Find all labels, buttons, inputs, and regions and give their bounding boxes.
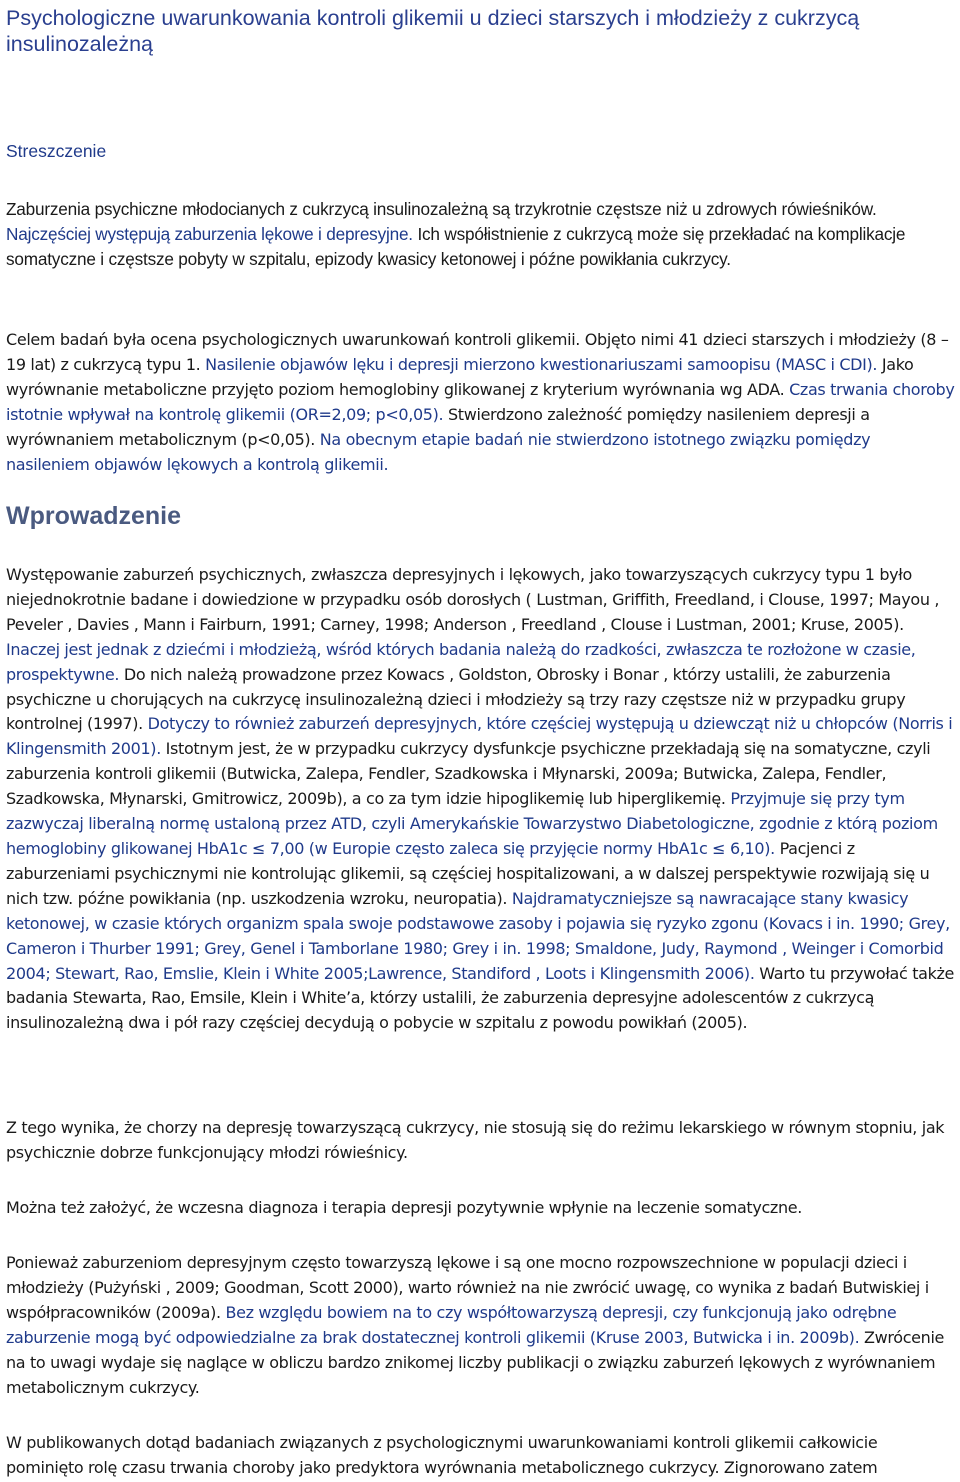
intro-p1-part-4: Dotyczy to również zaburzeń depresyjnych, które częściej występują u dziewcząt niż u chłopców (Norris i Klingensmith 2001). <box>6 714 953 759</box>
intro-p1-part-8: Najdramatyczniejsze są nawracające stany kwasicy ketonowej, w czasie których organizm spala swoje podstawowe zasoby i pojawia się ryzyko zgonu (Kovacs i in. 1990; Grey, Cameron i Thurber 1991; Grey, Genel i Tamborlane 1980; Grey i in. 1998; Smaldone, Judy, Raymond , Weinger i Comorbid 2004; Stewart, Rao, Emslie, Klein i White 2005;Lawrence, Standiford , Loots i Klingensmith 2006). <box>6 888 950 983</box>
abstract-p1-sentence-1: Zaburzenia psychiczne młodocianych z cukrzycą insulinozależną są trzykrotnie częstsze niż u zdrowych rówieśników. <box>6 199 877 219</box>
document-title: Psychologiczne uwarunkowania kontroli glikemii u dzieci starszych i młodzieży z cukrzycą insulinozależną <box>6 6 860 56</box>
abstract-p1-sentence-3: Ich współistnienie z cukrzycą może się przekładać na komplikacje somatyczne i częstsze pobyty w szpitalu, epizody kwasicy ketonowej i późne powikłania cukrzycy. <box>6 224 906 269</box>
intro-paragraph-3: Można też założyć, że wczesna diagnoza i terapia depresji pozytywnie wpłynie na leczenie somatyczne. <box>6 1198 802 1217</box>
intro-p1-part-2: Inaczej jest jednak z dziećmi i młodzieżą, wśród których badania należą do rzadkości, zwłaszcza te rozłożone w czasie, prospektywne. <box>6 639 916 684</box>
intro-p1-part-1: Występowanie zaburzeń psychicznych, zwłaszcza depresyjnych i lękowych, jako towarzyszących cukrzycy typu 1 było niejednokrotnie badane i dowiedzione w przypadku osób dorosłych ( Lustman, Griffith, Freedland, i Clouse, 1997; Mayou , Peveler , Davies , Mann i Fairburn, 1991; Carney, 1998; Anderson , Freedland , Clouse i Lustman, 2001; Kruse, 2005). <box>6 565 940 634</box>
abstract-p2-sentence-7: Na obecnym etapie badań nie stwierdzono istotnego związku pomiędzy nasileniem objawów lękowych a kontrolą glikemii. <box>6 430 871 474</box>
abstract-paragraph-2 <box>6 327 956 477</box>
intro-paragraph-5: W publikowanych dotąd badaniach związanych z psychologicznymi uwarunkowaniami kontroli glikemii całkowicie pominięto rolę czasu trwania choroby jako predyktora wyrównania metabolicznego cukrzycy. Zignorowano zatem <box>6 1433 878 1477</box>
abstract-p1-sentence-2: Najczęściej występują zaburzenia lękowe i depresyjne. <box>6 224 413 244</box>
abstract-p2-sentence-4: Jako wyrównanie metaboliczne przyjęto poziom hemoglobiny glikowanej z kryterium wyrównania wg ADA. <box>6 355 914 399</box>
intro-paragraph-1 <box>6 563 956 1036</box>
document-page <box>6 0 956 1477</box>
intro-p4-part-3: Zwrócenie na to uwagi wydaje się naglące w obliczu bardzo znikomej liczby publikacji o związku zaburzeń lękowych z wyrównaniem metabolicznym cukrzycy. <box>6 1327 945 1397</box>
abstract-p2-sentence-2: Objęto nimi 41 dzieci starszych i młodzieży (8 – 19 lat) z cukrzycą typu 1. <box>6 330 949 374</box>
intro-p1-part-5: Istotnym jest, że w przypadku cukrzycy dysfunkcje psychiczne przekładają się na somatyczne, czyli zaburzenia kontroli glikemii (Butwicka, Zalepa, Fendler, Szadkowska i Młynarski, 2009a; Butwicka, Zalepa, Fendler, Szadkowska, Młynarski, Gmitrowicz, 2009b), a co za tym idzie hipoglikemię lub hiperglikemię. <box>6 739 931 809</box>
section-heading-introduction: Wprowadzenie <box>6 502 182 530</box>
abstract-paragraph-1 <box>6 197 956 272</box>
intro-p1-part-6: Przyjmuje się przy tym zazwyczaj liberalną normę ustaloną przez ATD, czyli Amerykańskie Towarzystwo Diabetologiczne, zgodnie z którą poziom hemoglobiny glikowanej HbA1c ≤ 7,00 (w Europie często zaleca się przyjęcie normy HbA1c ≤ 6,10). <box>6 789 938 858</box>
abstract-label: Streszczenie <box>6 141 107 161</box>
intro-p4-part-2: Bez względu bowiem na to czy współtowarzyszą depresji, czy funkcjonują jako odrębne zaburzenie mogą być odpowiedzialne za brak dostatecznej kontroli glikemii (Kruse 2003, Butwicka i in. 2009b). <box>6 1302 897 1347</box>
intro-p1-part-9: Warto tu przywołać także badania Stewarta, Rao, Emsile, Klein i White’a, którzy ustalili, że zaburzenia depresyjne adolescentów z cukrzycą insulinozależną dwa i pół razy częściej decydują o pobycie w szpitalu z powodu powikłań (2005). <box>6 963 955 1033</box>
abstract-p2-sentence-1: Celem badań była ocena psychologicznych uwarunkowań kontroli glikemii. <box>6 330 581 349</box>
abstract-p2-sentence-3: Nasilenie objawów lęku i depresji mierzono kwestionariuszami samoopisu (MASC i CDI). <box>200 355 878 374</box>
intro-p1-part-3: Do nich należą prowadzone przez Kowacs , Goldston, Obrosky i Bonar , którzy ustalili, że zaburzenia psychiczne u chorujących na cukrzycę insulinozależną dzieci i młodzieży są trzy razy częstsze niż w przypadku grupy kontrolnej (1997). <box>6 664 906 734</box>
abstract-p2-sentence-6: Stwierdzono zależność pomiędzy nasileniem depresji a wyrównaniem metabolicznym (p<0,05). <box>6 405 870 449</box>
intro-p1-part-7: Pacjenci z zaburzeniami psychicznymi nie kontrolując glikemii, są częściej hospitalizowani, a w dalszej perspektywie rozwijają się u nich tzw. późne powikłania (np. uszkodzenia wzroku, neuropatia). <box>6 838 930 908</box>
intro-p4-part-1: Ponieważ zaburzeniom depresyjnym często towarzyszą lękowe i są one mocno rozpowszechnione w populacji dzieci i młodzieży (Pużyński , 2009; Goodman, Scott 2000), warto również na nie zwrócić uwagę, co wynika z badań Butwiskiej i współpracowników (2009a). <box>6 1253 929 1322</box>
intro-paragraph-2: Z tego wynika, że chorzy na depresję towarzyszącą cukrzycy, nie stosują się do reżimu lekarskiego w równym stopniu, jak psychicznie dobrze funkcjonujący młodzi rówieśnicy. <box>6 1118 945 1162</box>
intro-paragraph-4 <box>6 1251 956 1400</box>
abstract-p2-sentence-5: Czas trwania choroby istotnie wpływał na kontrolę glikemii (OR=2,09; p<0,05). <box>6 380 955 424</box>
